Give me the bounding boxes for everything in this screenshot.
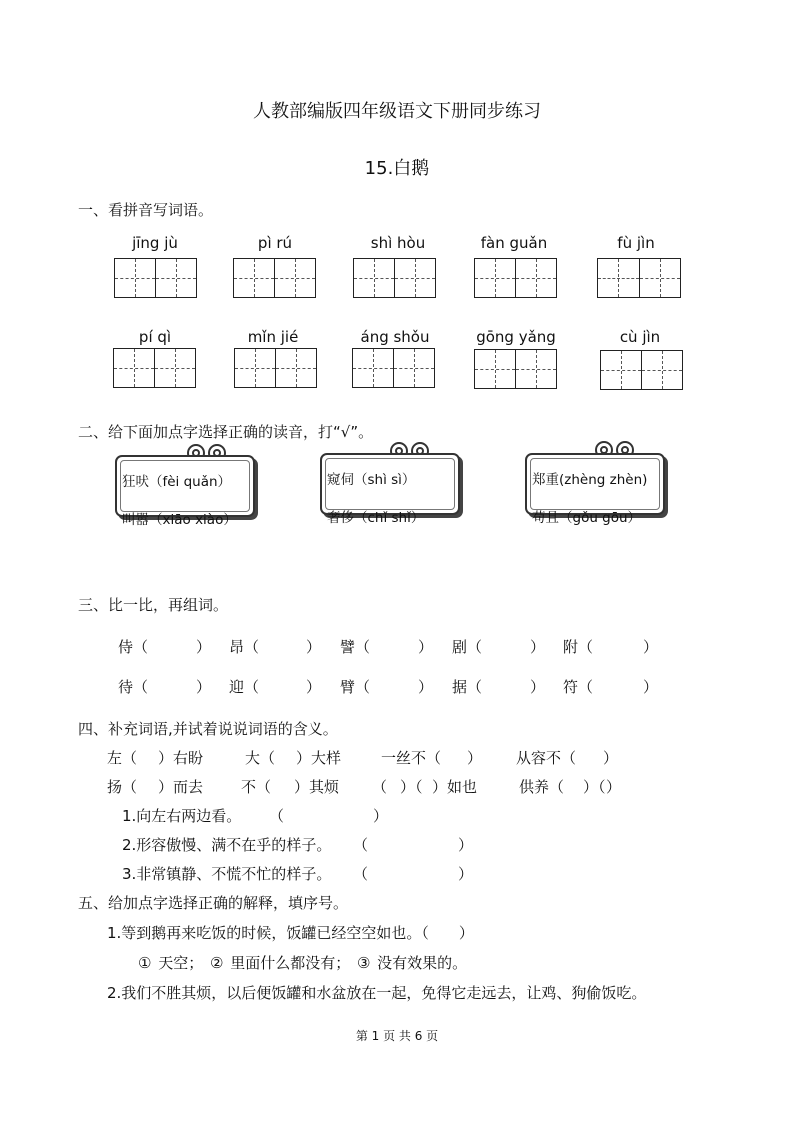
section-2-heading: 二、给下面加点字选择正确的读音，打“√”。 [78,423,374,441]
answer-paren-close[interactable]: ） [458,836,474,854]
idiom-part: ）其烦 [294,778,340,796]
idiom-part: ）（ [400,778,423,796]
pronunciation-card [525,453,665,526]
meaning-question: 2.形容傲慢、满不在乎的样子。 [122,836,332,854]
writing-grid[interactable] [233,258,316,298]
pronunciation-card [115,455,255,528]
writing-grid[interactable] [353,258,436,298]
answer-paren-close[interactable]: ） [373,807,389,825]
card-line-2[interactable]: 叫嚣（xiāo xiào） [122,512,237,528]
card-line-1[interactable]: 窥伺（shì sì） [327,472,416,488]
idiom-part: （ [372,778,388,796]
pinyin: fù jìn [617,234,655,252]
blank-close[interactable]: ） [530,678,546,696]
explanation-options: ① 天空； ② 里面什么都没有； ③ 没有效果的。 [138,954,468,972]
idiom-part: 从容不（ [516,749,577,767]
lesson-title: 15.白鹅 [364,158,430,179]
page-title: 人教部编版四年级语文下册同步练习 [253,101,541,122]
writing-grid[interactable] [474,258,557,298]
char-item: 据（ [452,678,483,696]
pinyin: jīng jù [132,234,178,252]
idiom-part: 左（ [107,749,138,767]
writing-grid[interactable] [114,258,197,298]
idiom-part: 不（ [241,778,272,796]
card-line-1[interactable]: 狂吠（fèi quǎn） [122,474,232,490]
idiom-part: 供养（ [519,778,565,796]
char-item: 剧（ [452,638,483,656]
char-item: 侍（ [118,638,149,656]
char-item: 待（ [118,678,149,696]
explanation-question-1: 1.等到鹅再来吃饭的时候，饭罐已经空空如也。（ ） [107,924,474,942]
writing-grid[interactable] [352,348,435,388]
explanation-question-2: 2.我们不胜其烦，以后便饭罐和水盆放在一起，免得它走远去，让鸡、狗偷饭吃。 [107,984,647,1002]
idiom-part: ）右盼 [158,749,204,767]
answer-paren-close[interactable]: ） [458,865,474,883]
answer-paren-open[interactable]: （ [353,836,369,854]
page-footer: 第 1 页 共 6 页 [355,1029,439,1043]
pinyin: mǐn jié [247,328,299,346]
blank-close[interactable]: ） [643,638,659,656]
meaning-question: 1.向左右两边看。 [122,807,242,825]
blank-close[interactable]: ） [306,678,322,696]
card-line-1[interactable]: 郑重(zhèng zhèn) [532,472,648,488]
blank-close[interactable]: ） [418,678,434,696]
writing-grid[interactable] [600,350,683,390]
section-3-heading: 三、比一比，再组词。 [78,596,229,614]
blank-close[interactable]: ） [196,678,212,696]
blank-close[interactable]: ） [306,638,322,656]
idiom-part: ） [606,778,622,796]
pinyin: áng shǒu [360,328,430,346]
idiom-part: 一丝不（ [381,749,442,767]
writing-grid[interactable] [597,258,681,298]
char-item: 迎（ [229,678,260,696]
char-item: 符（ [563,678,594,696]
blank-close[interactable]: ） [196,638,212,656]
answer-paren-open[interactable]: （ [353,865,369,883]
writing-grid[interactable] [234,348,317,388]
section-1-heading: 一、看拼音写词语。 [78,201,214,219]
writing-grid[interactable] [113,348,196,388]
blank-close[interactable]: ） [418,638,434,656]
idiom-part: ） [603,749,619,767]
idiom-part: ）而去 [158,778,204,796]
idiom-part: 扬（ [107,778,138,796]
idiom-part: ） [467,749,483,767]
idiom-part: ）如也 [432,778,478,796]
pinyin: pì rú [257,234,293,252]
idiom-part: 大（ [245,749,276,767]
pinyin: fàn guǎn [480,234,548,252]
char-item: 臂（ [340,678,371,696]
idiom-part: ）大样 [296,749,342,767]
card-line-2[interactable]: 奢侈（chǐ shǐ） [327,510,425,526]
pinyin: cù jìn [619,328,661,346]
pinyin: gōng yǎng [476,328,556,346]
writing-grid[interactable] [474,349,557,389]
answer-paren-open[interactable]: （ [269,807,285,825]
pronunciation-card [320,453,460,526]
char-item: 譬（ [340,638,371,656]
pinyin: shì hòu [370,234,426,252]
pinyin: pí qì [138,328,172,346]
blank-close[interactable]: ） [530,638,546,656]
char-item: 昂（ [229,638,260,656]
section-5-heading: 五、给加点字选择正确的解释，填序号。 [78,894,349,912]
card-line-2[interactable]: 苟且（gǒu gōu） [532,510,642,526]
meaning-question: 3.非常镇静、不慌不忙的样子。 [122,865,332,883]
blank-close[interactable]: ） [643,678,659,696]
section-4-heading: 四、补充词语,并试着说说词语的含义。 [78,720,338,738]
char-item: 附（ [563,638,594,656]
idiom-part: ）（ [583,778,606,796]
